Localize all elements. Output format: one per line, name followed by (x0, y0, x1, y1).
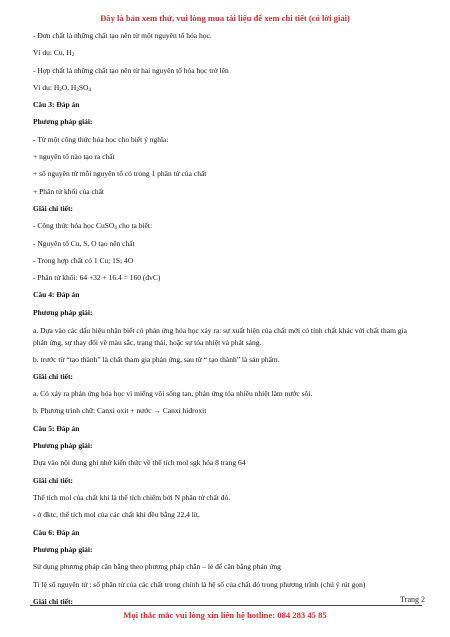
text-line: - Hợp chất là những chất tạo nên từ hai nguyên tố hóa học trở lên (33, 65, 229, 75)
solution-heading: Giải chi tiết: (33, 371, 73, 381)
text-line: Dựa vào nội dung ghi nhớ kiến thức về thể tích mol sgk hóa 8 trang 64 (33, 458, 246, 468)
hotline-banner: Mọi thắc mắc vui lòng xin liên hệ hotline: 084 283 45 85 (123, 610, 327, 620)
text-line: b. Phương trình chữ: Canxi oxit + nước → Canxi hiđroxit (33, 406, 207, 416)
method-heading: Phương pháp giải: (33, 544, 93, 554)
footer-divider (30, 605, 422, 606)
method-heading: Phương pháp giải: (33, 441, 93, 451)
text-line: + số nguyên tử mỗi nguyên tố có trong 1 phân tử của chất (33, 169, 207, 179)
text-line: Ví dụ: $H_2O$, $H_2SO_4$ (33, 82, 91, 93)
solution-heading: Giải chi tiết: (33, 596, 73, 606)
text-line: - Công thức hóa học CuSO$_4$ cho ta biết: (33, 221, 153, 232)
text-line: - Nguyên tố Cu, S, O tạo nên chất (33, 238, 135, 248)
text-line: Thể tích mol của chất khí là thể tích chiếm bởi N phân tử chất đó. (33, 492, 231, 502)
text-line: Sử dụng phương pháp cân bằng theo phương pháp chẵn – lẻ để cân bằng phản ứng (33, 562, 281, 572)
text-line: - Đơn chất là những chất tạo nên từ một nguyên tố hóa học. (33, 31, 212, 40)
question-heading: Câu 4: Đáp án (33, 290, 80, 300)
preview-banner: Đây là bản xem thử, vui lòng mua tài liệu để xem chi tiết (có lời giải) (100, 13, 350, 23)
text-line: Ví dụ: Cu, $H_2$ (33, 48, 75, 59)
text-line: a. Có xảy ra phản ứng hóa học vì miếng vôi sống tan, phản ứng tỏa nhiều nhiệt làm nước sôi. (33, 389, 313, 399)
question-heading: Câu 5: Đáp án (33, 423, 80, 433)
text-paragraph: Tỉ lệ số nguyên tử : số phân tử của các chất trong chính là hệ số của chất đó trong phương trình (chú ý rút gọn) (33, 580, 366, 590)
text-line: b. trước từ “tạo thành” là chất tham gia phản ứng, sau từ “ tạo thành” là sản phẩm. (33, 354, 280, 364)
question-heading: Câu 6: Đáp án (33, 527, 80, 537)
solution-heading: Giải chi tiết: (33, 203, 73, 213)
text-line: + Phân tử khối của chất (33, 186, 104, 196)
text-line: - Trong hợp chất có 1 Cu; 1S; 4O (33, 255, 134, 265)
document-body (33, 31, 419, 614)
text-line: - Phân tử khối: 64 +32 + 16.4 = 160 (đvC) (33, 273, 161, 283)
text-line: - ở đktc, thể tích mol của các chất khí đều bằng 22,4 lít. (33, 510, 200, 520)
text-line: + nguyên tố nào tạo ra chất (33, 152, 115, 162)
method-heading: Phương pháp giải: (33, 307, 93, 317)
text-line: - Từ một công thức hóa học cho biết ý nghĩa: (33, 134, 169, 144)
method-heading: Phương pháp giải: (33, 117, 93, 127)
text-paragraph: a. Dựa vào các dấu hiệu nhận biết có phản ứng hóa học xảy ra: sự xuất hiện của chất mới có tính chất khác với chất tham gia phản ứng, sự thay đổi về màu sắc, trạng thái, hoặc sự tỏa nhiệt và phát sáng. (33, 326, 407, 348)
page-number: Trang 2 (400, 595, 425, 604)
solution-heading: Giải chi tiết: (33, 475, 73, 485)
question-heading: Câu 3: Đáp án (33, 100, 80, 110)
